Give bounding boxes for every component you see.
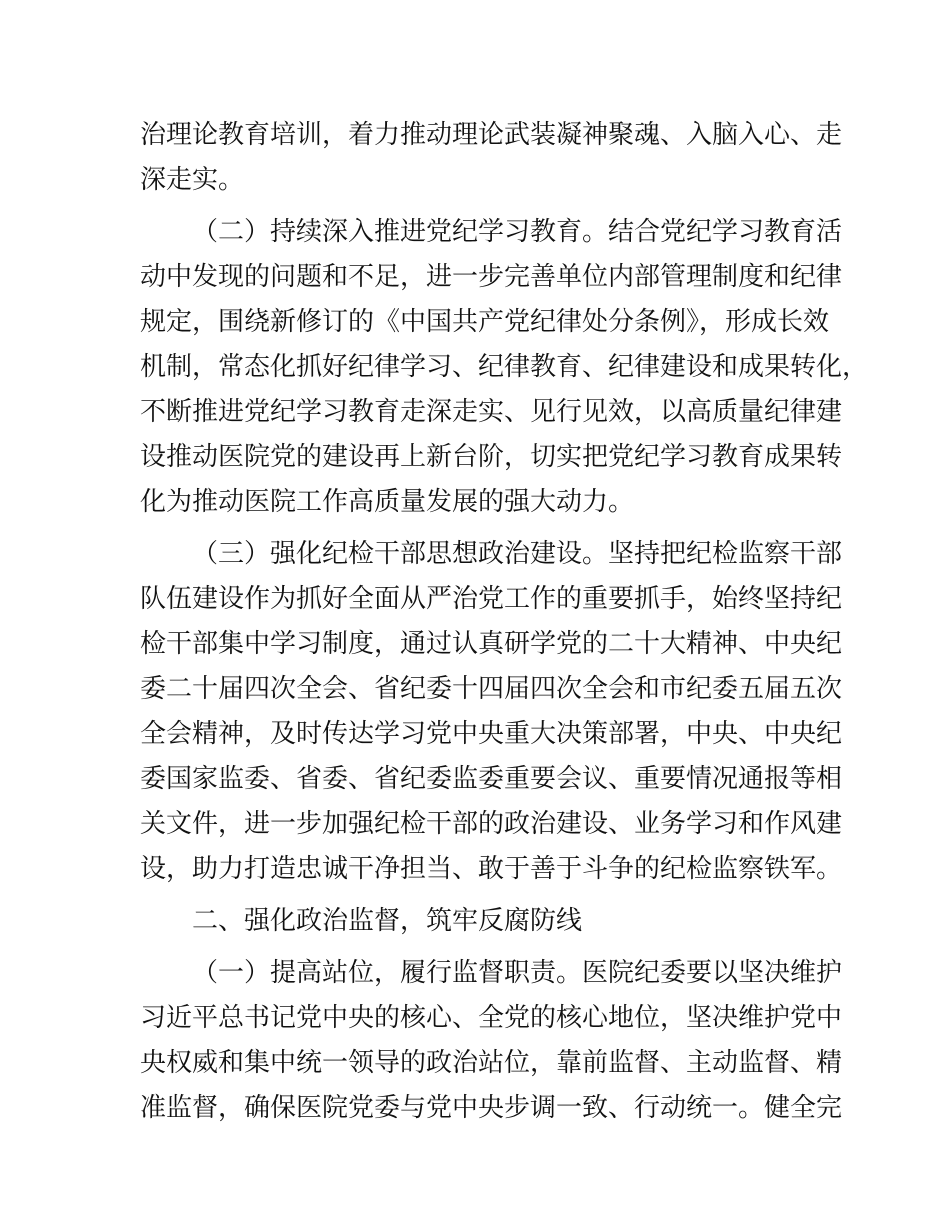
text-line: 机制，常态化抓好纪律学习、纪律教育、纪律建设和成果转化，: [140, 352, 869, 382]
text-line: 关文件，进一步加强纪检干部的政治建设、业务学习和作风建: [140, 809, 843, 839]
section-heading: [140, 899, 820, 944]
text-line: 治理论教育培训，着力推动理论武装凝神聚魂、入脑入心、走: [140, 120, 843, 150]
section-heading-text: 二、强化政治监督，筑牢反腐防线: [192, 906, 583, 936]
paragraph-party-discipline-education: [140, 210, 869, 525]
text-line: 央权威和集中统一领导的政治站位，靠前监督、主动监督、精: [140, 1048, 843, 1078]
text-line: 委二十届四次全会、省纪委十四届四次全会和市纪委五届五次: [140, 674, 843, 704]
text-line: 全会精神，及时传达学习党中央重大决策部署，中央、中央纪: [140, 719, 843, 749]
paragraph-political-supervision: [140, 951, 843, 1131]
document-body: [140, 113, 869, 1138]
text-line: 规定，围绕新修订的《中国共产党纪律处分条例》，形成长效: [140, 307, 830, 337]
text-line: 设推动医院党的建设再上新台阶，切实把党纪学习教育成果转: [140, 442, 843, 472]
text-line: （二）持续深入推进党纪学习教育。结合党纪学习教育活: [192, 217, 843, 247]
text-line: 委国家监委、省委、省纪委监委重要会议、重要情况通报等相: [140, 764, 843, 794]
text-line: （三）强化纪检干部思想政治建设。坚持把纪检监察干部: [192, 539, 843, 569]
text-line: （一）提高站位，履行监督职责。医院纪委要以坚决维护: [192, 958, 843, 988]
text-line: 准监督，确保医院党委与党中央步调一致、行动统一。健全完: [140, 1093, 843, 1123]
paragraph-continuation: [140, 113, 843, 203]
text-line: 化为推动医院工作高质量发展的强大动力。: [140, 487, 635, 517]
text-line: 动中发现的问题和不足，进一步完善单位内部管理制度和纪律: [140, 262, 843, 292]
text-line: 不断推进党纪学习教育走深走实、见行见效，以高质量纪律建: [140, 397, 843, 427]
text-line: 检干部集中学习制度，通过认真研学党的二十大精神、中央纪: [140, 629, 843, 659]
text-line: 队伍建设作为抓好全面从严治党工作的重要抓手，始终坚持纪: [140, 584, 843, 614]
text-line: 设，助力打造忠诚干净担当、敢于善于斗争的纪检监察铁军。: [140, 854, 843, 884]
paragraph-inspector-political-building: [140, 532, 843, 892]
text-line: 深走实。: [140, 165, 245, 195]
text-line: 习近平总书记党中央的核心、全党的核心地位，坚决维护党中: [140, 1003, 843, 1033]
